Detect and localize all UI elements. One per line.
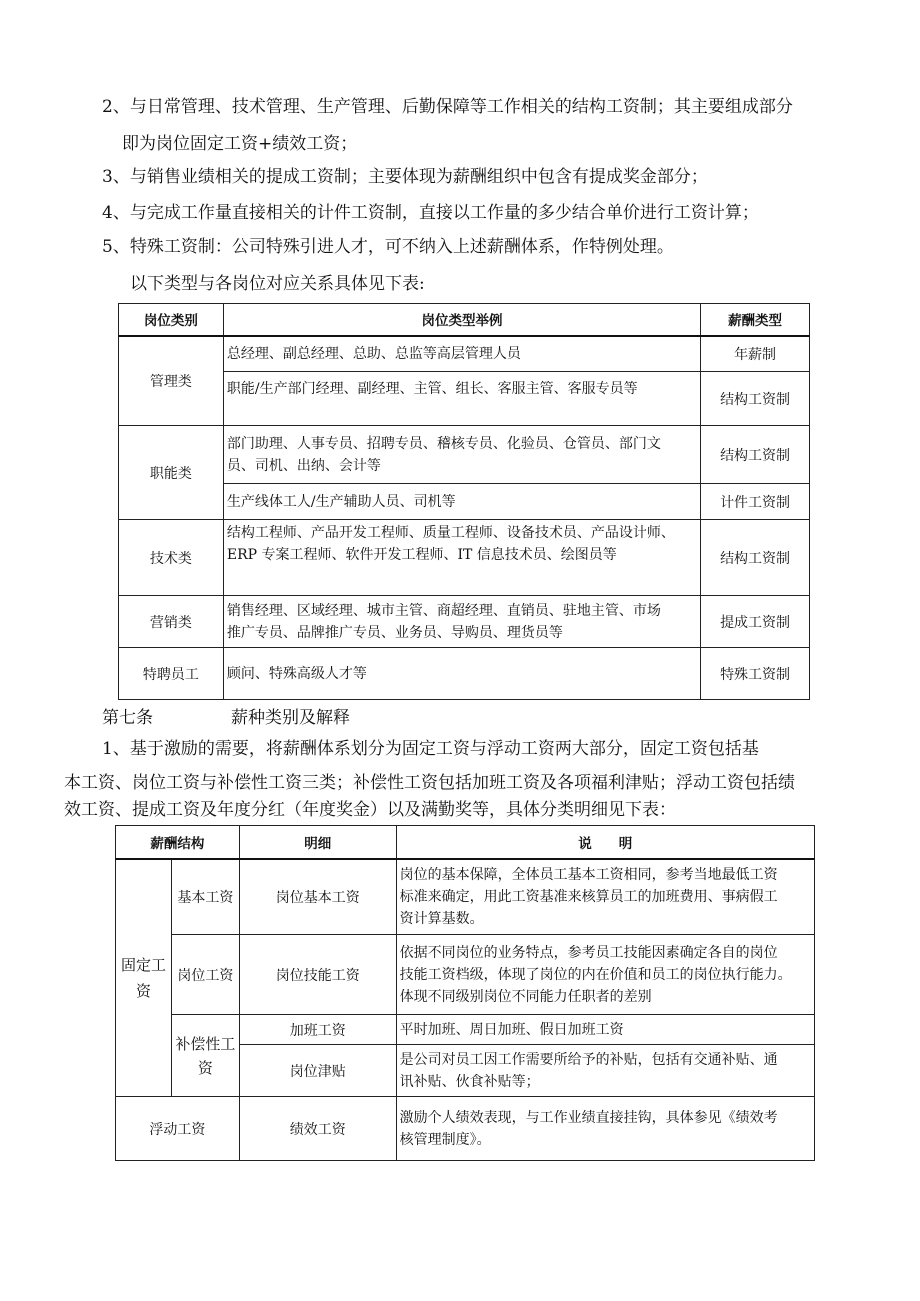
pay-type-cell: 计件工资制 [701,484,810,520]
description-cell [396,1045,814,1097]
paragraph-3: 3、与销售业绩相关的提成工资制；主要体现为薪酬组织中包含有提成奖金部分； [102,167,708,187]
description-line: 岗位的基本保障，全体员工基本工资相同，参考当地最低工资 [399,866,778,883]
examples-cell [223,520,700,596]
category-technical: 技术类 [119,520,224,596]
description-line: 资计算基数。 [399,910,484,927]
examples-cell: 总经理、副总经理、总助、总监等高层管理人员 [223,336,700,372]
examples-line: 推广专员、品牌推广专员、业务员、导购员、理货员等 [226,624,563,641]
paragraph-4: 4、与完成工作量直接相关的计件工资制，直接以工作量的多少结合单价进行工资计算； [102,203,759,223]
fixed-pay-cell: 固定工资 [116,859,172,1097]
header-examples: 岗位类型举例 [223,304,700,336]
description-line: 依据不同岗位的业务特点，参考员工技能因素确定各自的岗位 [399,944,778,961]
detail-cell: 绩效工资 [239,1097,396,1161]
compensation-pay-cell: 补偿性工资 [171,1015,239,1097]
examples-line: 部门助理、人事专员、招聘专员、稽核专员、化验员、仓管员、部门文 [226,435,661,452]
header-category: 岗位类别 [119,304,224,336]
paragraph-2-line1: 2、与日常管理、技术管理、生产管理、后勤保障等工作相关的结构工资制；其主要组成部分 [102,97,793,117]
examples-cell: 顾问、特殊高级人才等 [223,648,700,700]
description-line: 核管理制度》。 [399,1131,491,1148]
header-pay-type: 薪酬类型 [701,304,810,336]
floating-pay-cell: 浮动工资 [116,1097,240,1161]
header-detail: 明细 [239,826,396,859]
article-7-title: 薪种类别及解释 [231,708,350,728]
pay-type-cell: 结构工资制 [701,520,810,596]
header-structure: 薪酬结构 [116,826,240,859]
pay-type-cell: 结构工资制 [701,426,810,484]
pay-type-cell: 提成工资制 [701,596,810,648]
description-line: 体现不同级别岗位不同能力任职者的差别 [399,988,652,1005]
examples-line: 结构工程师、产品开发工程师、质量工程师、设备技术员、产品设计师、 [226,525,675,541]
description-cell [396,1097,814,1161]
description-line: 标准来确定，用此工资基准来核算员工的加班费用、事病假工 [399,888,778,905]
detail-cell: 加班工资 [239,1015,396,1045]
detail-cell: 岗位津贴 [239,1045,396,1097]
detail-cell: 岗位技能工资 [239,935,396,1015]
table-intro: 以下类型与各岗位对应关系具体见下表: [130,274,425,294]
examples-cell [223,426,700,484]
position-pay-table [118,303,810,700]
paragraph-5: 5、特殊工资制：公司特殊引进人才，可不纳入上述薪酬体系，作特例处理。 [102,237,674,257]
paragraph-7-1-line1: 1、基于激励的需要，将薪酬体系划分为固定工资与浮动工资两大部分，固定工资包括基 [102,739,759,759]
description-line: 是公司对员工因工作需要所给予的补贴，包括有交通补贴、通 [399,1051,778,1068]
detail-cell: 岗位基本工资 [239,859,396,935]
description-cell [396,935,814,1015]
position-pay-cell: 岗位工资 [171,935,239,1015]
description-line: 技能工资档级，体现了岗位的内在价值和员工的岗位执行能力。 [399,966,792,983]
article-7-number: 第七条 [102,708,153,728]
examples-cell: 生产线体工人/生产辅助人员、司机等 [223,484,700,520]
examples-cell: 职能/生产部门经理、副经理、主管、组长、客服主管、客服专员等 [223,372,700,426]
examples-cell [223,596,700,648]
category-special: 特聘员工 [119,648,224,700]
category-functional: 职能类 [119,426,224,520]
category-management: 管理类 [119,336,224,426]
description-line: 激励个人绩效表现，与工作业绩直接挂钩，具体参见《绩效考 [399,1109,778,1126]
description-line: 讯补贴、伙食补贴等； [399,1073,540,1090]
examples-line: 员、司机、出纳、会计等 [226,457,381,474]
header-description: 说 明 [396,826,814,859]
examples-line: ERP 专案工程师、软件开发工程师、IT 信息技术员、绘图员等 [226,547,617,563]
description-cell [396,859,814,935]
paragraph-7-1-line3: 效工资、提成工资及年度分红（年度奖金）以及满勤奖等，具体分类明细见下表： [64,800,676,820]
category-sales: 营销类 [119,596,224,648]
description-cell: 平时加班、周日加班、假日加班工资 [396,1015,814,1045]
paragraph-7-1-line2: 本工资、岗位工资与补偿性工资三类；补偿性工资包括加班工资及各项福利津贴；浮动工资包括绩 [64,773,795,793]
paragraph-2-line2: 即为岗位固定工资+绩效工资； [122,134,358,154]
examples-line: 销售经理、区域经理、城市主管、商超经理、直销员、驻地主管、市场 [226,602,661,619]
pay-type-cell: 年薪制 [701,336,810,372]
pay-type-cell: 特殊工资制 [701,648,810,700]
pay-type-cell: 结构工资制 [701,372,810,426]
pay-structure-table [115,825,815,1161]
basic-pay-cell: 基本工资 [171,859,239,935]
